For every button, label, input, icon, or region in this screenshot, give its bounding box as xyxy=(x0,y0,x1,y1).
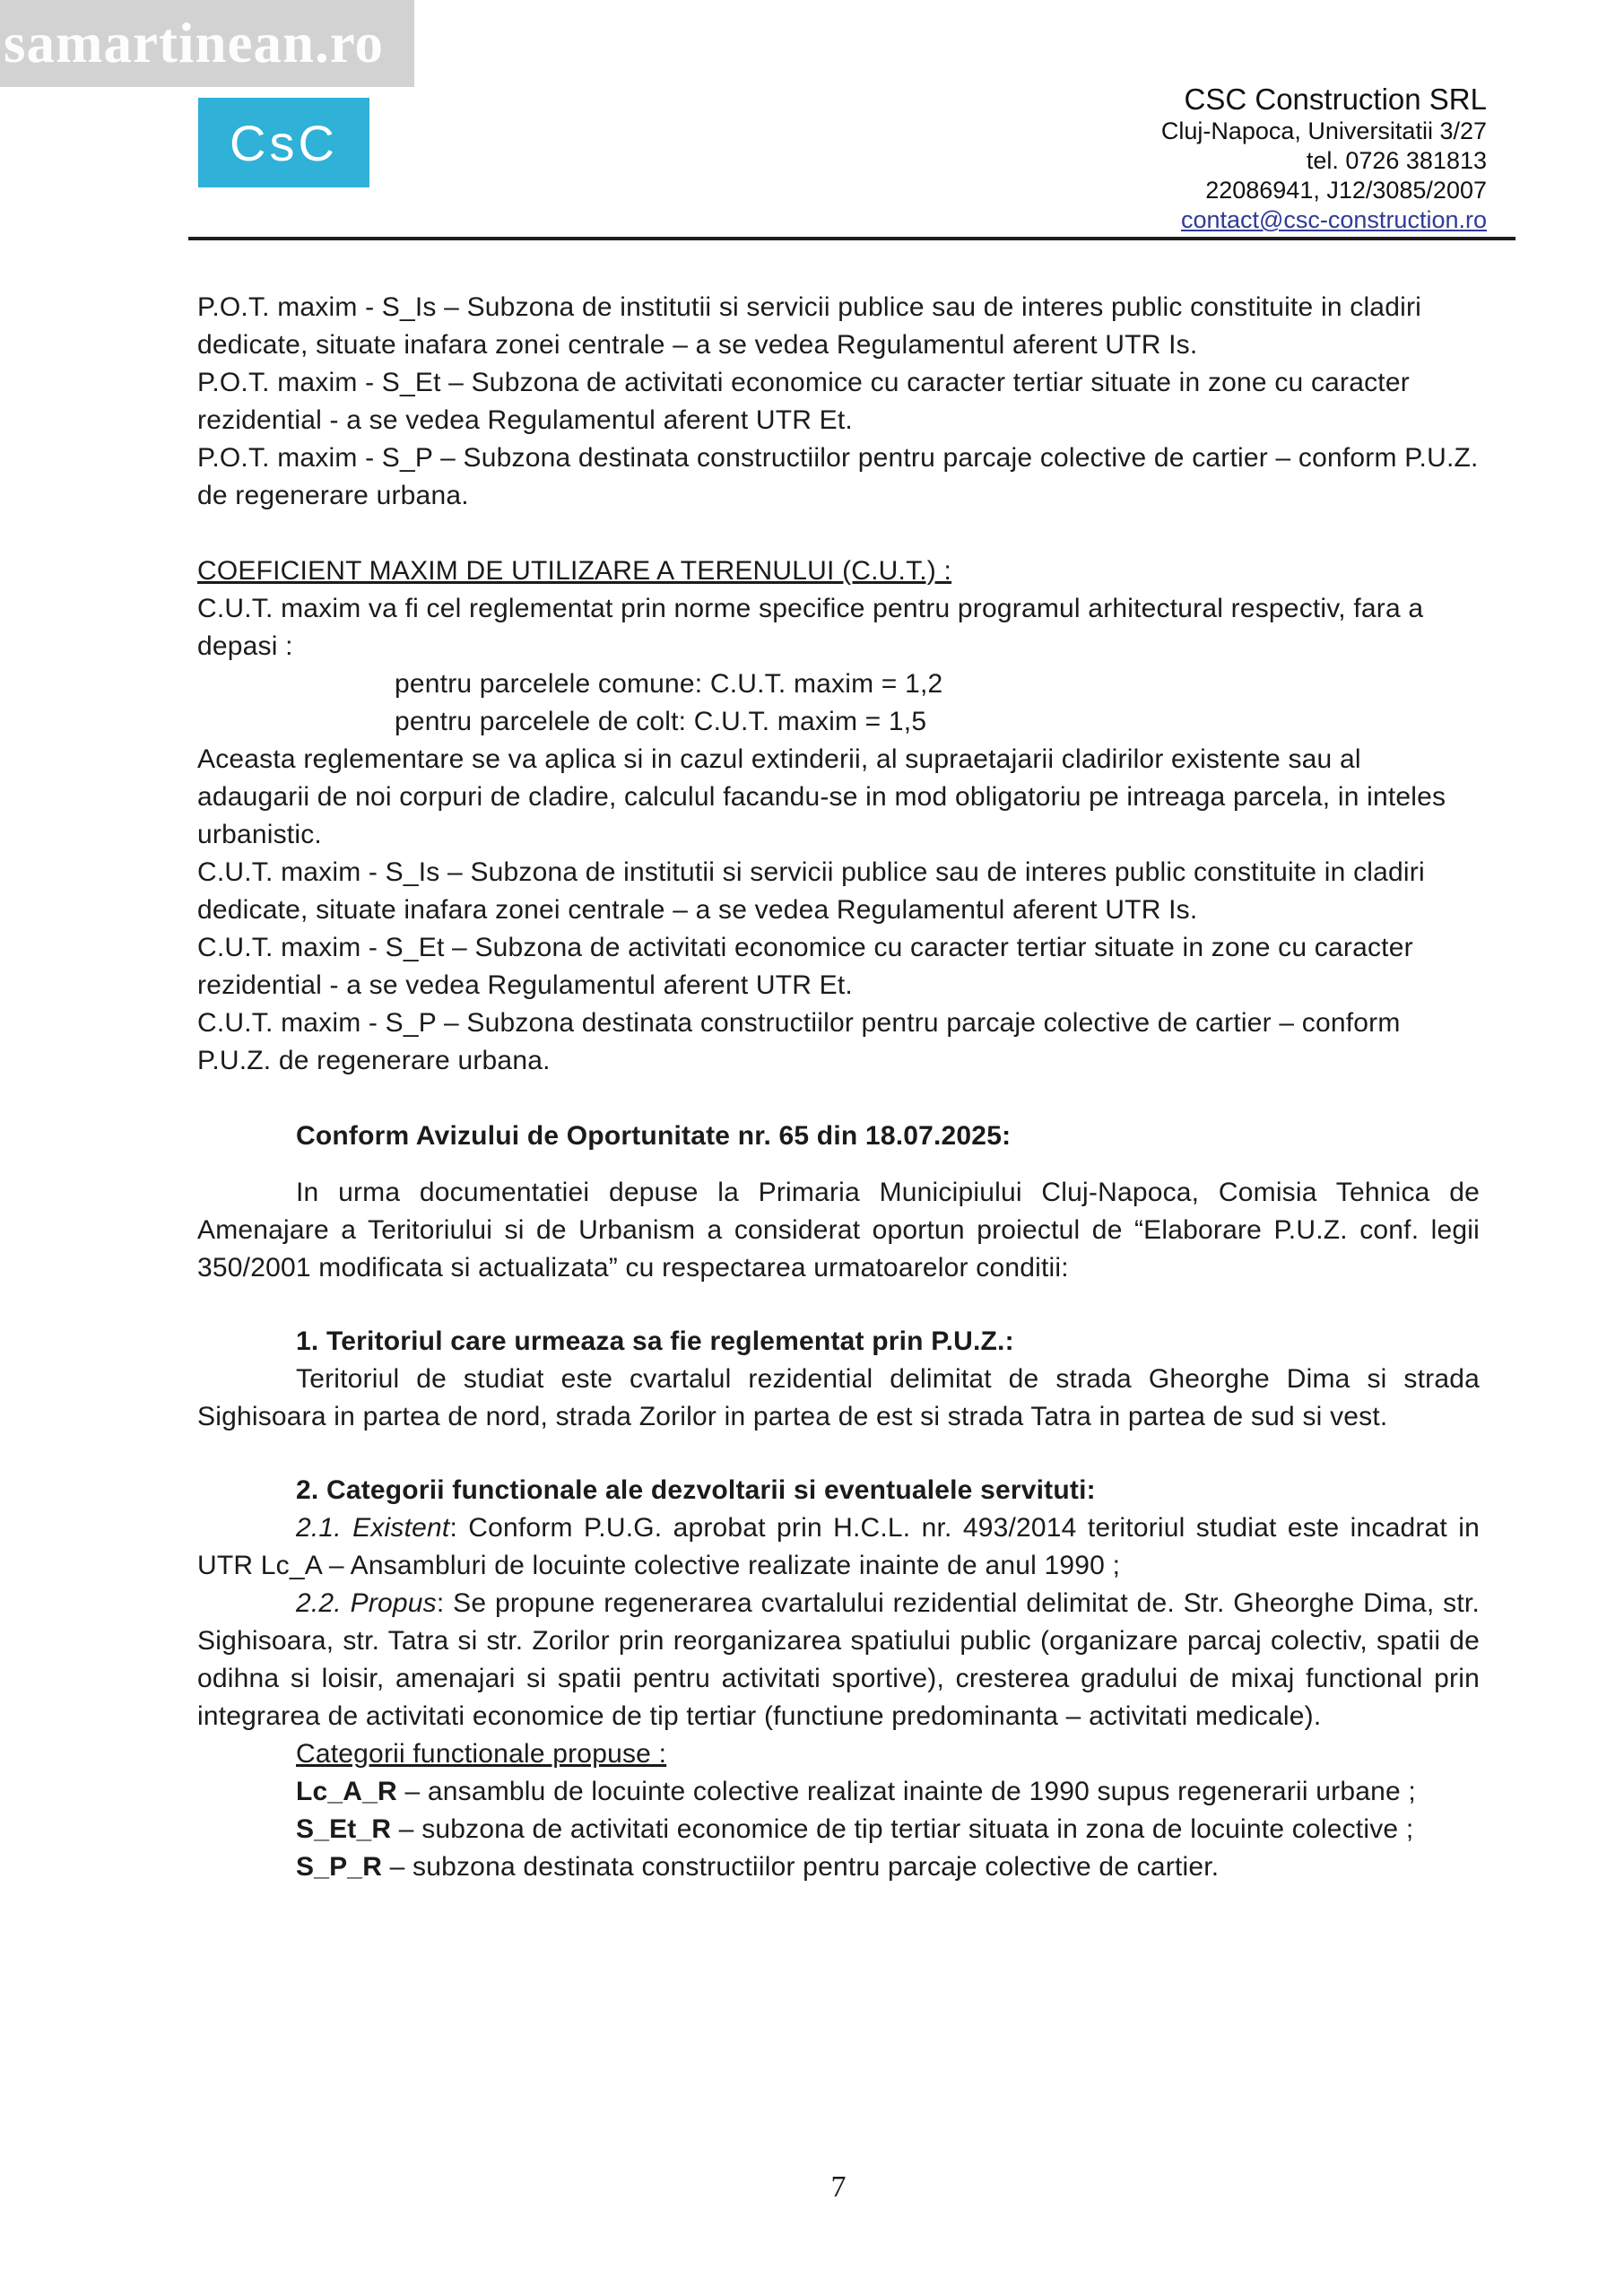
text-run: – ansamblu de locuinte colective realizat inainte de 1990 supus regenerarii urbane ; xyxy=(396,1777,1416,1806)
text-run: P.O.T. maxim - S_Is – Subzona de institutii si servicii publice sau de interes public constituite in cladiri dedicate, situate inafara zonei centrale – a se vedea Regulamentul aferent UTR Is. xyxy=(197,292,1421,360)
text-run: P.O.T. maxim - S_P – Subzona destinata constructiilor pentru parcaje colective de cartier – conform P.U.Z. de regenerare urbana. xyxy=(197,443,1479,510)
text-run: 2.2. Propus xyxy=(296,1588,437,1618)
text-run: C.U.T. maxim - S_Is – Subzona de institutii si servicii publice sau de interes public constituite in cladiri dedicate, situate inafara zonei centrale – a se vedea Regulamentul aferent UTR Is. xyxy=(197,857,1425,925)
document-body xyxy=(197,289,1480,1886)
paragraph-17 xyxy=(197,1509,1480,1585)
text-run: – subzona destinata constructiilor pentru parcaje colective de cartier. xyxy=(382,1852,1220,1882)
text-run: Categorii functionale propuse : xyxy=(296,1739,667,1769)
company-info xyxy=(1161,83,1487,235)
text-run: S_Et_R xyxy=(296,1814,392,1844)
page-footer xyxy=(197,2170,1480,2205)
text-run: pentru parcelele comune: C.U.T. maxim = 1,2 xyxy=(395,669,943,699)
paragraph-22 xyxy=(197,1848,1480,1886)
text-run: pentru parcelele de colt: C.U.T. maxim = 1,5 xyxy=(395,707,927,736)
paragraph-10 xyxy=(197,929,1480,1004)
text-run: : Conform P.U.G. aprobat prin H.C.L. nr. 493/2014 teritoriul studiat este incadrat in UTR Lc_A – Ansambluri de locuinte colective realizate inainte de anul 1990 ; xyxy=(197,1513,1480,1580)
text-run: 2. Categorii functionale ale dezvoltarii si eventualele servituti: xyxy=(296,1475,1096,1505)
paragraph-18 xyxy=(197,1585,1480,1735)
text-run: S_P_R xyxy=(296,1852,383,1882)
text-run: Aceasta reglementare se va aplica si in cazul extinderii, al supraetajarii cladirilor existente sau al adaugarii de noi corpuri de cladire, calculul facandu-se in mod obligatoriu pe intreaga parcela, in inteles urbanistic. xyxy=(197,744,1446,849)
text-run: Teritoriul de studiat este cvartalul rezidential delimitat de strada Gheorghe Dima si strada Sighisoara in partea de nord, strada Zorilor in partea de est si strada Tatra in partea de sud si vest. xyxy=(197,1364,1480,1431)
paragraph-6 xyxy=(197,665,1480,703)
paragraph-4 xyxy=(197,552,1480,590)
text-run: In urma documentatiei depuse la Primaria Municipiului Cluj-Napoca, Comisia Tehnica de Amenajare a Teritoriului si de Urbanism a considerat oportun proiectul de “Elaborare P.U.Z. conf. legii 350/2001 modificata si actualizata” cu respectarea urmatoarelor conditii: xyxy=(197,1178,1480,1283)
text-run: C.U.T. maxim va fi cel reglementat prin norme specifice pentru programul arhitectural respectiv, fara a depasi : xyxy=(197,594,1424,661)
header-divider xyxy=(188,237,1515,240)
company-name: CSC Construction SRL xyxy=(1184,83,1487,116)
text-run: Lc_A_R xyxy=(296,1777,397,1806)
watermark-text: samartinean.ro xyxy=(4,12,385,74)
text-run: : Se propune regenerarea cvartalului rezidential delimitat de. Str. Gheorghe Dima, str. Sighisoara, str. Tatra si str. Zorilor prin reorganizarea spatiului public (organizare parcaj colectiv, spatii de odihna si loisir, amenajari si spatii pentru activitati sportive), cresterea gradului de mixaj functional prin integrarea de activitati economice de tip tertiar (functiune predominanta – activitati medicale). xyxy=(197,1588,1480,1731)
paragraph-7 xyxy=(197,703,1480,741)
paragraph-13 xyxy=(197,1174,1480,1287)
paragraph-1 xyxy=(197,289,1480,364)
paragraph-21 xyxy=(197,1811,1480,1848)
paragraph-19 xyxy=(197,1735,1480,1773)
paragraph-15 xyxy=(197,1361,1480,1436)
company-logo xyxy=(198,98,369,187)
page-number: 7 xyxy=(830,2170,847,2204)
paragraph-9 xyxy=(197,854,1480,929)
company-email-link[interactable]: contact@csc-construction.ro xyxy=(1180,206,1487,233)
paragraph-16 xyxy=(197,1472,1480,1509)
paragraph-12 xyxy=(197,1118,1480,1155)
paragraph-5 xyxy=(197,590,1480,665)
paragraph-2 xyxy=(197,364,1480,439)
company-logo-text: CsC xyxy=(230,114,338,171)
text-run: C.U.T. maxim - S_Et – Subzona de activitati economice cu caracter tertiar situate in zone cu caracter rezidential - a se vedea Regulamentul aferent UTR Et. xyxy=(197,933,1413,1000)
paragraph-20 xyxy=(197,1773,1480,1811)
paragraph-11 xyxy=(197,1004,1480,1080)
text-run: COEFICIENT MAXIM DE UTILIZARE A TERENULUI (C.U.T.) : xyxy=(197,556,952,586)
watermark xyxy=(0,0,414,87)
company-phone: tel. 0726 381813 xyxy=(1306,147,1487,174)
paragraph-14 xyxy=(197,1323,1480,1361)
paragraph-8 xyxy=(197,741,1480,854)
paragraph-3 xyxy=(197,439,1480,515)
text-run: P.O.T. maxim - S_Et – Subzona de activitati economice cu caracter tertiar situate in zone cu caracter rezidential - a se vedea Regulamentul aferent UTR Et. xyxy=(197,368,1410,435)
text-run: Conform Avizului de Oportunitate nr. 65 din 18.07.2025: xyxy=(296,1121,1012,1151)
text-run: – subzona de activitati economice de tip tertiar situata in zona de locuinte colective ; xyxy=(391,1814,1414,1844)
company-address: Cluj-Napoca, Universitatii 3/27 xyxy=(1160,117,1487,144)
text-run: 1. Teritoriul care urmeaza sa fie reglementat prin P.U.Z.: xyxy=(296,1326,1014,1356)
text-run: 2.1. Existent xyxy=(296,1513,450,1543)
company-registration: 22086941, J12/3085/2007 xyxy=(1205,177,1487,204)
text-run: C.U.T. maxim - S_P – Subzona destinata constructiilor pentru parcaje colective de cartier – conform P.U.Z. de regenerare urbana. xyxy=(197,1008,1401,1075)
